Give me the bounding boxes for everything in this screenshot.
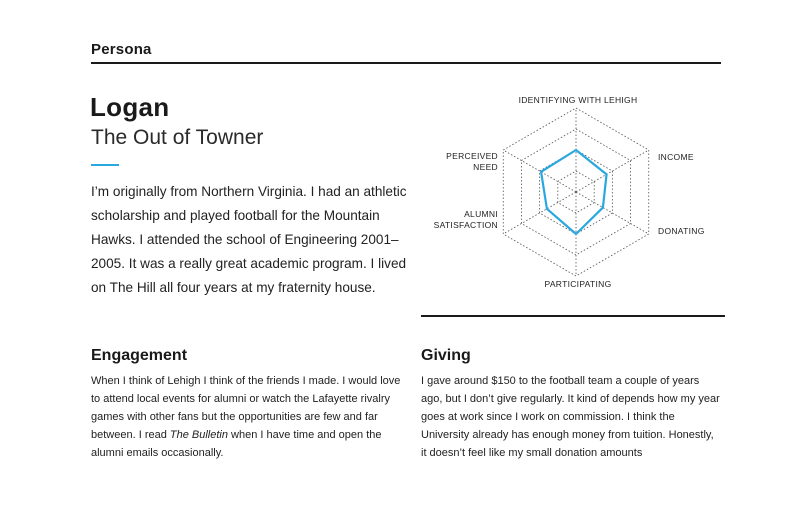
radar-label-perceived-need: PERCEIVED NEED bbox=[446, 151, 498, 172]
persona-header: Persona bbox=[91, 41, 152, 58]
radar-label-alumni-satisfaction: ALUMNI SATISFACTION bbox=[433, 209, 498, 230]
radar-label-donating: DONATING bbox=[658, 226, 705, 236]
giving-text: I gave around $150 to the football team a couple of years ago, but I don’t give regularly. It kind of depends how my year goes at work since I work on commission. I think the University already has enough money from tuition. Honestly, it doesn’t feel like my small donation amounts bbox=[421, 375, 720, 459]
engagement-text bbox=[91, 372, 401, 462]
radar-grid bbox=[503, 108, 648, 276]
radar-label-income: INCOME bbox=[658, 152, 694, 162]
header-divider bbox=[91, 62, 721, 64]
radar-value-shape bbox=[541, 150, 606, 234]
radar-label-participating: PARTICIPATING bbox=[544, 279, 612, 289]
engagement-title: Engagement bbox=[91, 347, 188, 364]
radar-labels bbox=[434, 95, 705, 289]
persona-bio: I’m originally from Northern Virginia. I had an athletic scholarship and played football for the Mountain Hawks. I attended the school of Engineering 2001–2005. It was a really great academic program. I lived on The Hill all four years at my fraternity house. bbox=[91, 184, 407, 295]
persona-subtitle: The Out of Towner bbox=[91, 126, 264, 149]
accent-rule bbox=[91, 164, 119, 166]
engagement-text-part: When I think of Lehigh I think of the friends I made. I would love to attend local events for alumni or watch the Lafayette rivalry games with other fans but the opportunities are few and far between. I read bbox=[91, 375, 401, 441]
section-divider bbox=[421, 315, 725, 317]
persona-radar-chart bbox=[420, 86, 720, 296]
persona-name: Logan bbox=[90, 92, 170, 122]
radar-label-identifying: IDENTIFYING WITH LEHIGH bbox=[518, 95, 638, 105]
bulletin-title: The Bulletin bbox=[169, 429, 228, 441]
giving-title: Giving bbox=[421, 347, 471, 364]
engagement-text-part: when I have time and open the alumni emails occasionally. bbox=[91, 429, 382, 459]
